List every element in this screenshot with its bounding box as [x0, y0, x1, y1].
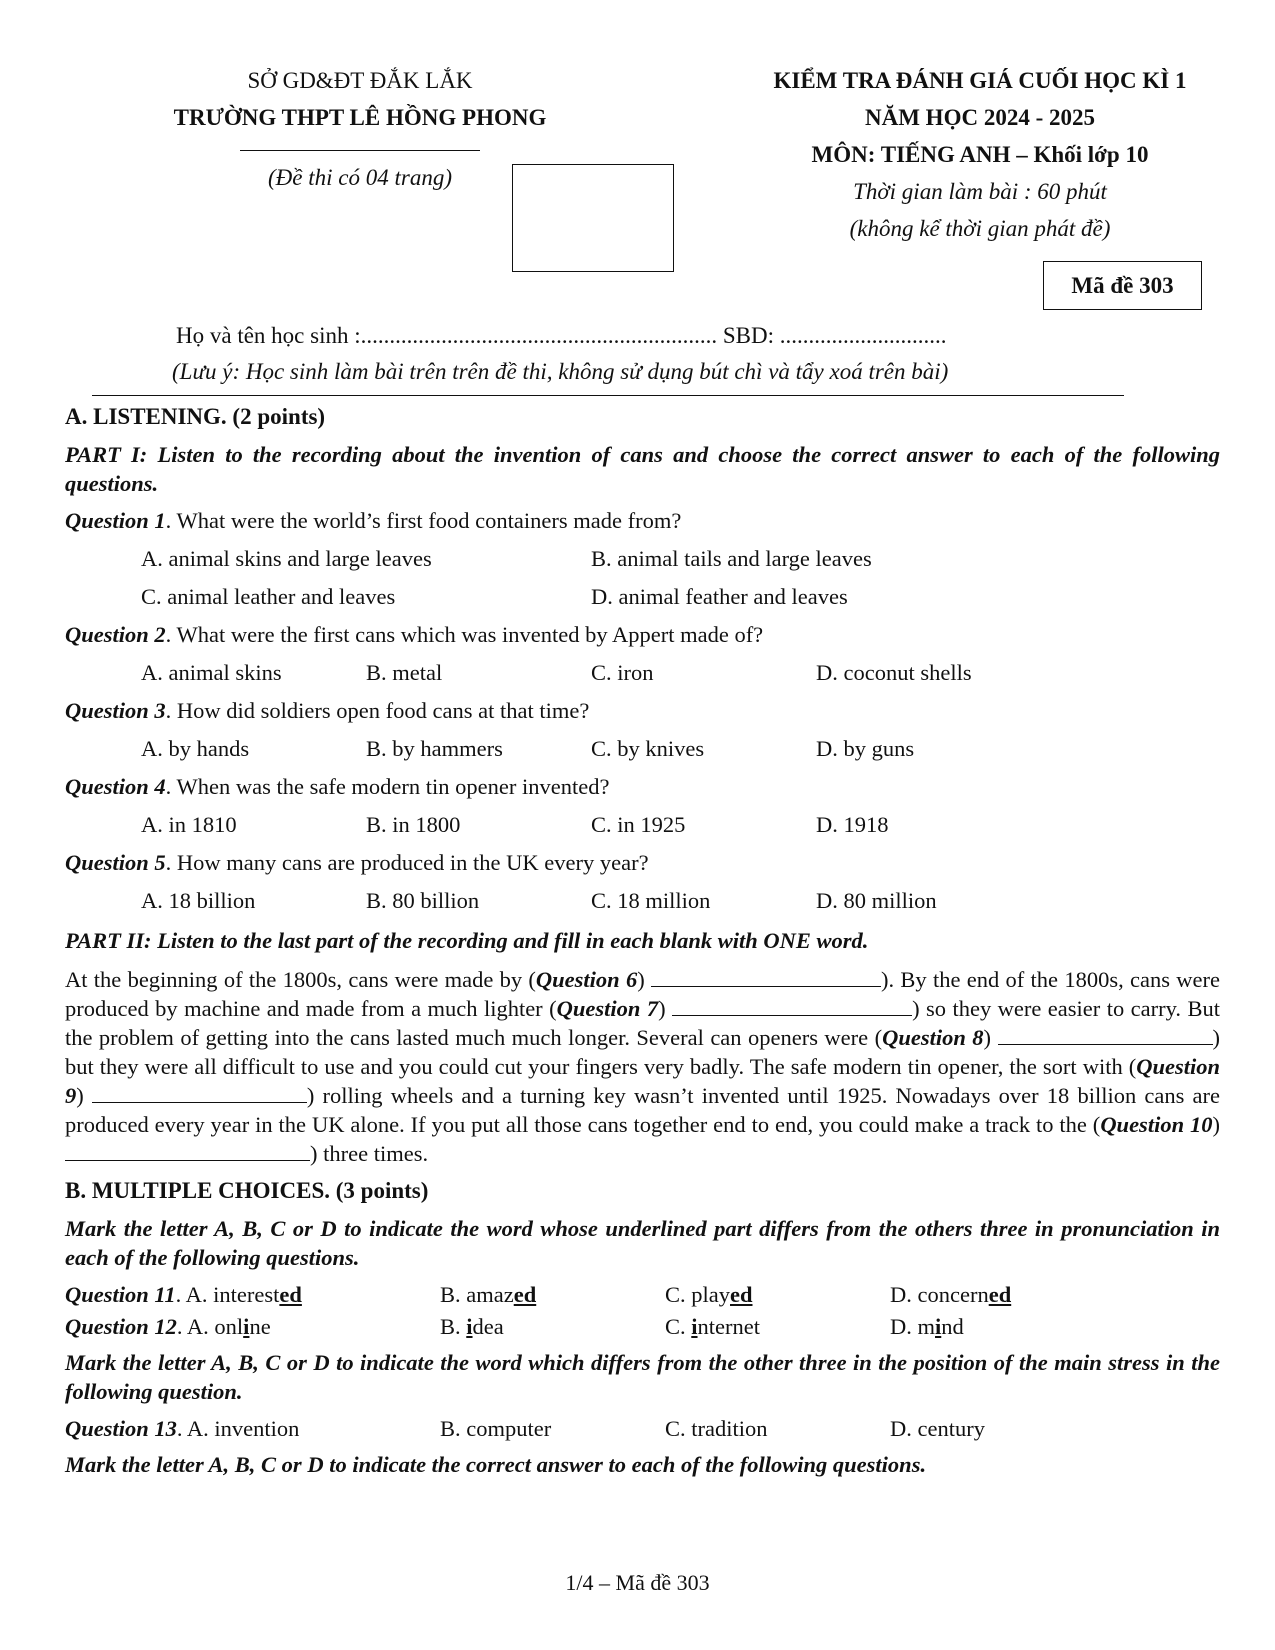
student-name-field[interactable]: Họ và tên học sinh :.............................................................. [176, 323, 718, 348]
question-1-options [141, 546, 1220, 610]
header-right [730, 62, 1230, 247]
blank-question-9[interactable] [92, 1084, 307, 1103]
blank-question-10[interactable] [65, 1142, 310, 1161]
question-13 [65, 1416, 1220, 1442]
option-a[interactable]: Question 11. A. interested [65, 1282, 302, 1307]
option-a[interactable]: A. by hands [141, 736, 250, 761]
student-sbd-field[interactable]: SBD: ............................. [722, 323, 947, 348]
question-12 [65, 1314, 1220, 1340]
page-count-note: (Đề thi có 04 trang) [268, 165, 452, 190]
option-c[interactable]: C. internet [665, 1314, 760, 1339]
option-d[interactable]: D. concerned [890, 1282, 1012, 1307]
option-a[interactable]: A. animal skins and large leaves [141, 546, 432, 571]
time-note: (không kể thời gian phát đề) [849, 216, 1111, 241]
option-c[interactable]: C. played [665, 1282, 753, 1307]
option-c[interactable]: C. in 1925 [591, 812, 686, 837]
option-c[interactable]: C. tradition [665, 1416, 768, 1441]
option-c[interactable]: C. 18 million [591, 888, 711, 913]
option-b[interactable]: B. in 1800 [366, 812, 461, 837]
option-d[interactable]: D. century [890, 1416, 985, 1441]
option-b[interactable]: B. by hammers [366, 736, 503, 761]
correct-answer-instruction: Mark the letter A, B, C or D to indicate the correct answer to each of the following questions. [65, 1452, 927, 1477]
part2-instruction: PART II: Listen to the last part of the recording and fill in each blank with ONE word. [65, 928, 869, 953]
option-c[interactable]: C. iron [591, 660, 654, 685]
option-a[interactable]: A. 18 billion [141, 888, 256, 913]
note-divider [92, 395, 1124, 396]
score-box [512, 164, 674, 272]
option-b[interactable]: B. computer [440, 1416, 552, 1441]
question-4-options [141, 812, 1220, 838]
subject-line: MÔN: TIẾNG ANH – Khối lớp 10 [811, 142, 1149, 167]
option-b[interactable]: B. metal [366, 660, 443, 685]
question-2-options [141, 660, 1220, 686]
multiple-choice-heading: B. MULTIPLE CHOICES. (3 points) [65, 1178, 429, 1203]
option-b[interactable]: B. animal tails and large leaves [591, 546, 872, 571]
page-footer: 1/4 – Mã đề 303 [565, 1570, 710, 1595]
option-d[interactable]: D. animal feather and leaves [591, 584, 848, 609]
question-3: Question 3. How did soldiers open food cans at that time? [65, 698, 590, 723]
school-name: TRƯỜNG THPT LÊ HỒNG PHONG [173, 105, 547, 130]
exam-body [65, 402, 1220, 1489]
option-a[interactable]: A. in 1810 [141, 812, 237, 837]
option-a[interactable]: Question 13. A. invention [65, 1416, 300, 1441]
option-a[interactable]: A. animal skins [141, 660, 282, 685]
question-3-options [141, 736, 1220, 762]
blank-question-6[interactable] [651, 968, 881, 987]
option-c[interactable]: C. animal leather and leaves [141, 584, 396, 609]
stress-instruction: Mark the letter A, B, C or D to indicate the word which differs from the other three in the position of the main stress in the following question. [65, 1350, 1220, 1404]
option-d[interactable]: D. 80 million [816, 888, 937, 913]
option-b[interactable]: B. amazed [440, 1282, 537, 1307]
fill-in-paragraph: At the beginning of the 1800s, cans were made by (Question 6) ). By the end of the 1800s, cans were produced by machine and made from a much lighter (Question 7) ) so they were easier to carry. But the problem of getting into the cans lasted much much longer. Several can openers were (Question 8) ) but they were all difficult to use and you could cut your fingers very badly. The safe modern tin opener, the sort with (Question 9) ) rolling wheels and a turning key wasn’t invented until 1925. Nowadays over 18 billion cans are produced every year in the UK alone. If you put all those cans together end to end, you could make a track to the (Question 10) ) three times. [65, 967, 1221, 1166]
blank-question-7[interactable] [672, 997, 912, 1016]
question-5: Question 5. How many cans are produced in the UK every year? [65, 850, 649, 875]
option-d[interactable]: D. mind [890, 1314, 964, 1339]
student-info-line [176, 323, 947, 349]
question-4: Question 4. When was the safe modern tin opener invented? [65, 774, 610, 799]
option-b[interactable]: B. idea [440, 1314, 504, 1339]
question-1: Question 1. What were the world’s first food containers made from? [65, 508, 682, 533]
exam-title: KIỂM TRA ĐÁNH GIÁ CUỐI HỌC KÌ 1 [773, 68, 1187, 93]
listening-heading: A. LISTENING. (2 points) [65, 404, 326, 429]
school-year: NĂM HỌC 2024 - 2025 [865, 105, 1095, 130]
instruction-note: (Lưu ý: Học sinh làm bài trên trên đề thi, không sử dụng bút chì và tẩy xoá trên bài) [172, 359, 949, 384]
option-a[interactable]: Question 12. A. online [65, 1314, 271, 1339]
option-c[interactable]: C. by knives [591, 736, 705, 761]
blank-question-8[interactable] [998, 1026, 1213, 1045]
time-limit: Thời gian làm bài : 60 phút [853, 179, 1107, 204]
option-b[interactable]: B. 80 billion [366, 888, 480, 913]
option-d[interactable]: D. coconut shells [816, 660, 972, 685]
part1-instruction: PART I: Listen to the recording about the invention of cans and choose the correct answer to each of the following questions. [65, 442, 1220, 496]
option-d[interactable]: D. by guns [816, 736, 915, 761]
department-name: SỞ GD&ĐT ĐẮK LẮK [247, 68, 473, 93]
question-11 [65, 1282, 1220, 1308]
exam-code-box: Mã đề 303 [1043, 261, 1202, 310]
question-2: Question 2. What were the first cans which was invented by Appert made of? [65, 622, 764, 647]
header-divider [240, 150, 480, 151]
option-d[interactable]: D. 1918 [816, 812, 889, 837]
pronunciation-instruction: Mark the letter A, B, C or D to indicate the word whose underlined part differs from the others three in pronunciation in each of the following questions. [65, 1216, 1220, 1270]
question-5-options [141, 888, 1220, 914]
